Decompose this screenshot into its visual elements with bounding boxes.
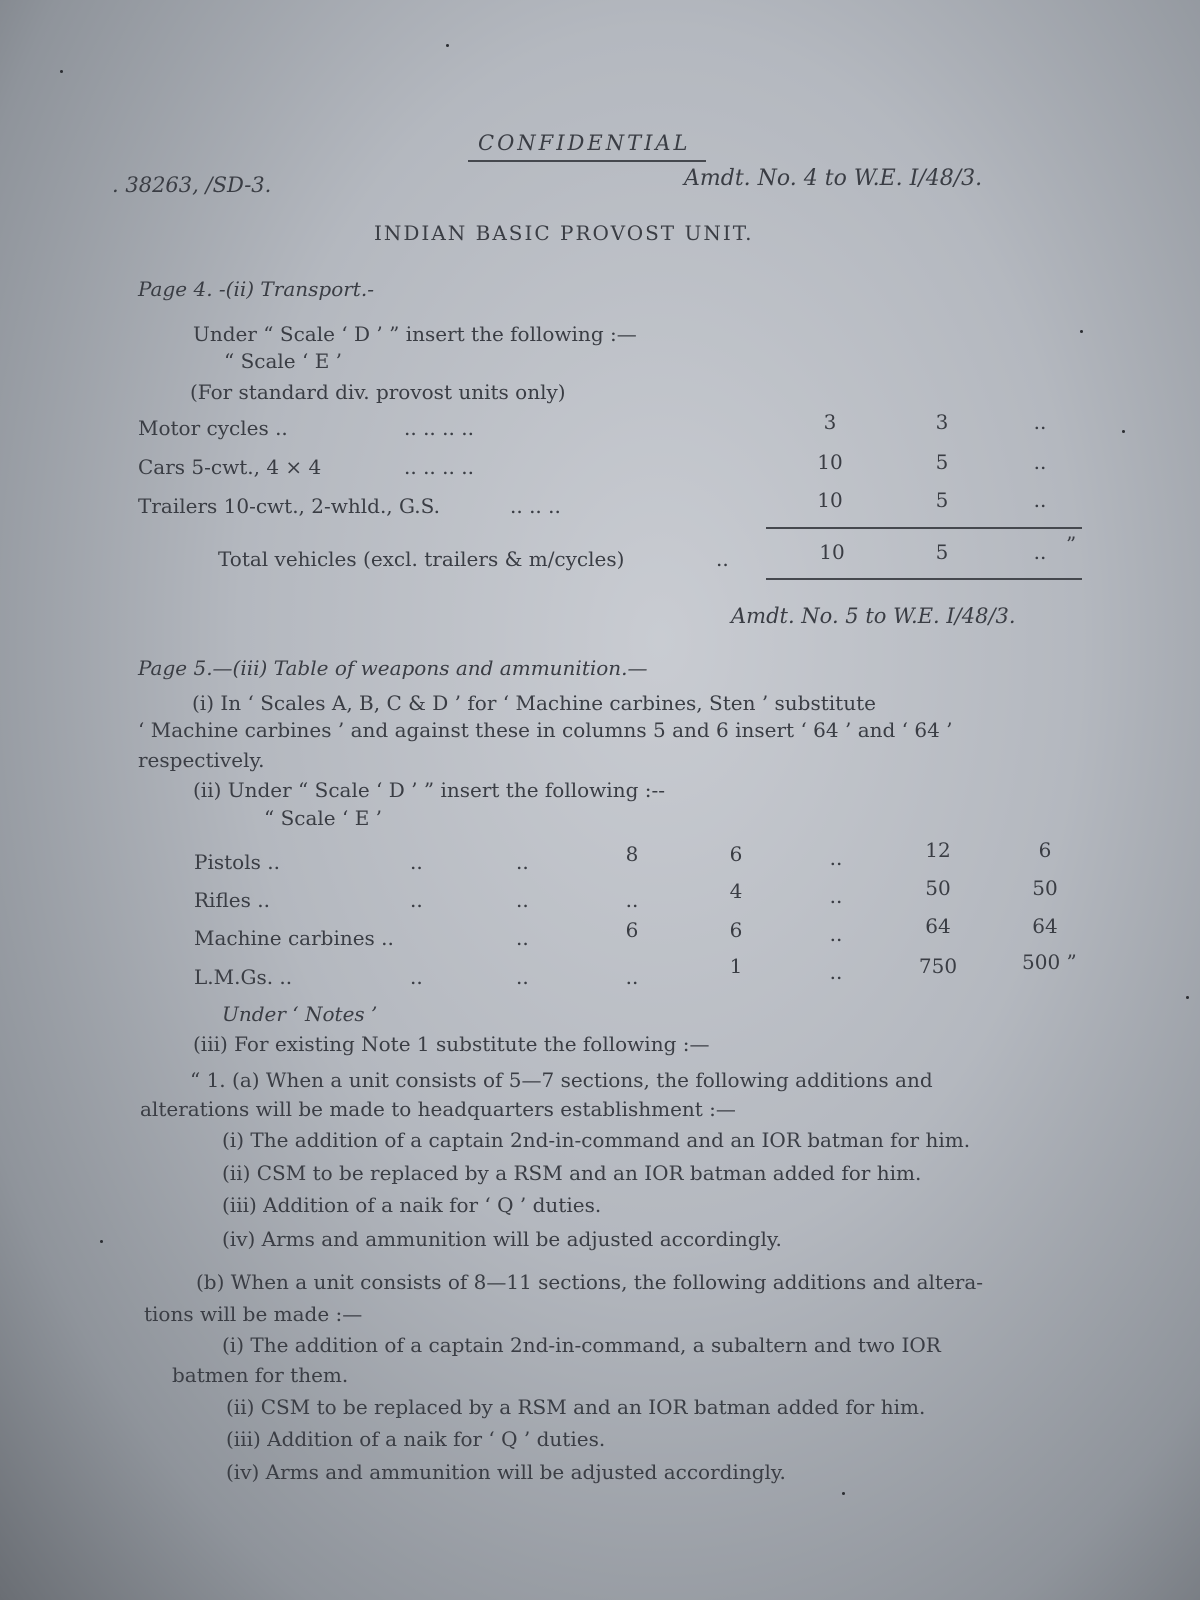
note-b-item: (iii) Addition of a naik for ‘ Q ’ duties.: [226, 1427, 606, 1451]
total-value-col3: ..: [1033, 540, 1047, 564]
row-value-col5: 500 ”: [1022, 950, 1077, 974]
note-a-line1: “ 1. (a) When a unit consists of 5—7 sections, the following additions and: [190, 1068, 933, 1092]
notes-heading: Under ‘ Notes ’: [222, 1002, 378, 1026]
row-value-col4: 750: [918, 954, 958, 978]
row-value-col3: ..: [1033, 488, 1047, 512]
note-a-item: (iv) Arms and ammunition will be adjusted accordingly.: [222, 1227, 782, 1251]
row-leader-dots: .. .. ..: [510, 494, 561, 518]
row-leader-dots: ..: [516, 850, 529, 874]
paper-speck: [1186, 996, 1189, 999]
row-label: Pistols ..: [194, 850, 280, 874]
row-value-col1: 6: [625, 918, 639, 942]
row-value-col3: ..: [1033, 410, 1047, 434]
paper-speck: [1080, 330, 1083, 333]
row-leader-dots: .. .. .. ..: [404, 416, 474, 440]
paper-speck: [1122, 430, 1125, 433]
row-value-col2: 6: [729, 918, 743, 942]
row-label: Rifles ..: [194, 888, 270, 912]
note-b-line1: (b) When a unit consists of 8—11 sections, the following additions and altera-: [196, 1270, 984, 1294]
note-a-item: (iii) Addition of a naik for ‘ Q ’ duties.: [222, 1193, 602, 1217]
row-value-col3: ..: [829, 922, 843, 946]
row-leader-dots: ..: [516, 888, 529, 912]
note-b-item-i-line2: batmen for them.: [172, 1363, 349, 1387]
row-leader-dots: ..: [516, 926, 529, 950]
row-label: L.M.Gs. ..: [194, 965, 293, 989]
row-leader-dots: ..: [410, 850, 423, 874]
note-a-item: (i) The addition of a captain 2nd-in-command and an IOR batman for him.: [222, 1128, 971, 1152]
total-leader-dots: ..: [716, 547, 729, 571]
note-b-line2: tions will be made :—: [144, 1302, 363, 1326]
row-value-col3: ..: [829, 884, 843, 908]
row-value-col3: ..: [829, 960, 843, 984]
row-value-col2: 5: [935, 450, 949, 474]
row-value-col1: 10: [817, 488, 843, 512]
row-value-col1: 10: [817, 450, 843, 474]
weapons-scale-label: “ Scale ‘ E ’: [264, 806, 383, 830]
row-leader-dots: ..: [410, 965, 423, 989]
total-value-col1: 10: [819, 540, 845, 564]
row-value-col2: 3: [935, 410, 949, 434]
weapons-para-i-line2: ‘ Machine carbines ’ and against these in columns 5 and 6 insert ‘ 64 ’ and ‘ 64 ’: [138, 718, 953, 742]
row-value-col2: 5: [935, 488, 949, 512]
note-a-item: (ii) CSM to be replaced by a RSM and an IOR batman added for him.: [222, 1161, 922, 1185]
row-value-col3: ..: [1033, 450, 1047, 474]
row-value-col1: 8: [625, 842, 639, 866]
classification-underline: [468, 160, 706, 162]
row-value-col5: 6: [1038, 838, 1052, 862]
row-label: Machine carbines ..: [194, 926, 394, 950]
row-value-col2: 4: [729, 879, 743, 903]
total-label: Total vehicles (excl. trailers & m/cycles): [218, 547, 625, 571]
row-value-col3: ..: [829, 846, 843, 870]
row-value-col5: 50: [1032, 876, 1058, 900]
row-label: Cars 5-cwt., 4 × 4: [138, 455, 322, 479]
row-value-col2: 6: [729, 842, 743, 866]
row-leader-dots: ..: [516, 965, 529, 989]
amendment-5-reference: Amdt. No. 5 to W.E. I/48/3.: [731, 604, 1016, 628]
row-value-col1: 3: [823, 410, 837, 434]
amendment-4-reference: Amdt. No. 4 to W.E. I/48/3.: [684, 166, 983, 191]
row-value-col1: ..: [625, 888, 639, 912]
document-reference: . 38263, /SD-3.: [112, 173, 272, 197]
total-rule-top: [766, 527, 1082, 529]
weapons-para-ii: (ii) Under “ Scale ‘ D ’ ” insert the following :--: [193, 778, 665, 802]
row-value-col4: 64: [925, 914, 951, 938]
total-closing-quote: ”: [1066, 532, 1077, 556]
weapons-para-i-line1: (i) In ‘ Scales A, B, C & D ’ for ‘ Machine carbines, Sten ’ substitute: [192, 691, 876, 715]
weapons-para-i-line3: respectively.: [138, 748, 265, 772]
row-label: Trailers 10-cwt., 2-whld., G.S.: [138, 494, 440, 518]
row-value-col5: 64: [1032, 914, 1058, 938]
row-value-col4: 12: [925, 838, 951, 862]
transport-note: (For standard div. provost units only): [190, 380, 566, 404]
transport-scale-label: “ Scale ‘ E ’: [224, 349, 343, 373]
total-value-col2: 5: [935, 540, 949, 564]
paper-speck: [842, 1492, 845, 1495]
note-a-line2: alterations will be made to headquarters establishment :—: [140, 1097, 736, 1121]
row-value-col2: 1: [729, 954, 743, 978]
total-rule-bottom: [766, 578, 1082, 580]
row-leader-dots: ..: [410, 888, 423, 912]
row-value-col1: ..: [625, 965, 639, 989]
unit-title: INDIAN BASIC PROVOST UNIT.: [374, 221, 754, 245]
transport-section-title: Page 4. -(ii) Transport.-: [138, 277, 374, 301]
paper-speck: [446, 44, 449, 47]
note-b-item: (ii) CSM to be replaced by a RSM and an IOR batman added for him.: [226, 1395, 926, 1419]
note-b-item: (iv) Arms and ammunition will be adjusted accordingly.: [226, 1460, 786, 1484]
paper-speck: [100, 1240, 103, 1243]
row-leader-dots: .. .. .. ..: [404, 455, 474, 479]
row-label: Motor cycles ..: [138, 416, 288, 440]
paper-speck: [60, 70, 63, 73]
classification-heading: CONFIDENTIAL: [478, 131, 691, 155]
row-value-col4: 50: [925, 876, 951, 900]
transport-instruction: Under “ Scale ‘ D ’ ” insert the following :—: [193, 322, 637, 346]
weapons-section-title: Page 5.—(iii) Table of weapons and ammunition.—: [138, 656, 648, 680]
note-b-item-i-line1: (i) The addition of a captain 2nd-in-command, a subaltern and two IOR: [222, 1333, 941, 1357]
weapons-para-iii: (iii) For existing Note 1 substitute the following :—: [193, 1032, 710, 1056]
